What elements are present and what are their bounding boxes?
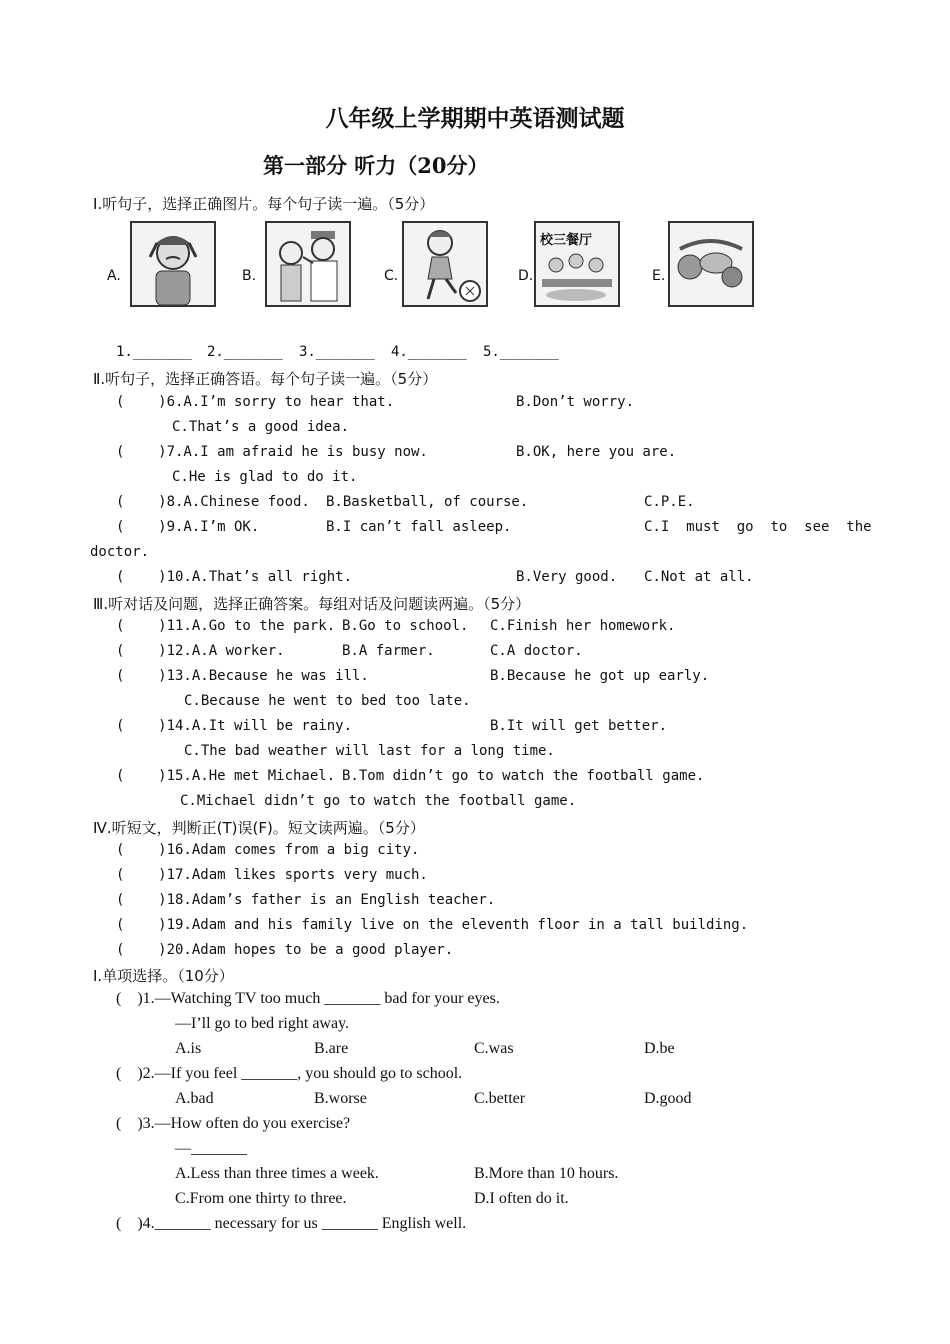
mc-question-2-option-a: A.bad (175, 1090, 214, 1107)
picture-d (534, 221, 620, 307)
question-17: ( )17.Adam likes sports very much. (116, 867, 428, 883)
mc-question-3-option-c: C.From one thirty to three. (175, 1190, 347, 1207)
question-19: ( )19.Adam and his family live on the eleventh floor in a tall building. (116, 917, 749, 933)
fruits-vegetables-icon (670, 223, 752, 305)
picture-d-label: D. (518, 268, 534, 284)
question-20: ( )20.Adam hopes to be a good player. (116, 942, 454, 958)
section-3-heading: Ⅲ.听对话及问题，选择正确答案。每组对话及问题读两遍。（5分） (93, 595, 531, 613)
question-13: ( )13.A.Because he was ill. (116, 668, 369, 684)
question-6: ( )6.A.I’m sorry to hear that. (116, 394, 395, 410)
question-13-option-c: C.Because he went to bed too late. (184, 693, 471, 709)
picture-a-label: A. (107, 268, 121, 284)
mc-question-2-option-d: D.good (644, 1090, 692, 1107)
question-7-option-b: B.OK, here you are. (516, 444, 677, 460)
question-8: ( )8.A.Chinese food. (116, 494, 310, 510)
question-12-option-c: C.A doctor. (490, 643, 583, 659)
question-9-option-b: B.I can’t fall asleep. (326, 519, 512, 535)
picture-c-label: C. (384, 268, 399, 284)
question-11-option-b: B.Go to school. (342, 618, 469, 634)
mc-question-3-reply: —_______ (175, 1140, 247, 1157)
answer-blank-2[interactable]: 2._______ (207, 344, 283, 360)
question-12: ( )12.A.A worker. (116, 643, 285, 659)
picture-e (668, 221, 754, 307)
question-11: ( )11.A.Go to the park. (116, 618, 336, 634)
picture-b-label: B. (242, 268, 257, 284)
mc-question-3: ( )3.—How often do you exercise? (116, 1115, 351, 1132)
question-8-option-c: C.P.E. (644, 494, 695, 510)
question-9: ( )9.A.I’m OK. (116, 519, 260, 535)
question-15-option-c: C.Michael didn’t go to watch the football game. (180, 793, 577, 809)
question-9-option-c: C.I must go to see the (644, 519, 872, 535)
question-11-option-c: C.Finish her homework. (490, 618, 676, 634)
question-7-option-c: C.He is glad to do it. (172, 469, 358, 485)
question-13-option-b: B.Because he got up early. (490, 668, 710, 684)
question-6-option-c: C.That’s a good idea. (172, 419, 350, 435)
question-6-option-b: B.Don’t worry. (516, 394, 635, 410)
question-7: ( )7.A.I am afraid he is busy now. (116, 444, 428, 460)
question-15: ( )15.A.He met Michael. (116, 768, 336, 784)
mc-question-1: ( )1.—Watching TV too much _______ bad for your eyes. (116, 990, 500, 1007)
section-5-heading: Ⅰ.单项选择。（10分） (93, 967, 234, 985)
picture-a (130, 221, 216, 307)
school-canteen-icon (536, 223, 618, 305)
mc-question-1-option-b: B.are (314, 1040, 349, 1057)
question-10: ( )10.A.That’s all right. (116, 569, 353, 585)
mc-question-1-reply: —I’ll go to bed right away. (175, 1015, 350, 1032)
canteen-sign: 校三餐厅 (540, 233, 593, 248)
section-2-heading: Ⅱ.听句子，选择正确答语。每个句子读一遍。（5分） (93, 370, 438, 388)
question-15-option-b: B.Tom didn’t go to watch the football game. (342, 768, 705, 784)
question-9-option-c-cont: doctor. (90, 544, 150, 560)
question-10-option-b: B.Very good. (516, 569, 618, 585)
answer-blank-1[interactable]: 1._______ (116, 344, 192, 360)
headache-person-icon (132, 223, 214, 305)
answer-blank-3[interactable]: 3._______ (299, 344, 375, 360)
doctor-patient-icon (267, 223, 349, 305)
question-10-option-c: C.Not at all. (644, 569, 754, 585)
picture-b (265, 221, 351, 307)
question-14-option-b: B.It will get better. (490, 718, 668, 734)
mc-question-1-option-a: A.is (175, 1040, 202, 1057)
question-8-option-b: B.Basketball, of course. (326, 494, 529, 510)
answer-blank-5[interactable]: 5._______ (483, 344, 559, 360)
mc-question-3-option-b: B.More than 10 hours. (474, 1165, 619, 1182)
page-title: 八年级上学期期中英语测试题 (325, 105, 625, 132)
section-4-heading: Ⅳ.听短文，判断正(T)误(F)。短文读两遍。（5分） (93, 819, 425, 837)
mc-question-4: ( )4._______ necessary for us _______ English well. (116, 1215, 467, 1232)
girl-soccer-icon (404, 223, 486, 305)
mc-question-3-option-a: A.Less than three times a week. (175, 1165, 379, 1182)
mc-question-1-option-d: D.be (644, 1040, 675, 1057)
question-14-option-c: C.The bad weather will last for a long time. (184, 743, 555, 759)
section-1-heading: Ⅰ.听句子，选择正确图片。每个句子读一遍。（5分） (93, 195, 435, 213)
picture-e-label: E. (652, 268, 666, 284)
part-heading: 第一部分 听力（20分） (263, 153, 489, 178)
question-18: ( )18.Adam’s father is an English teacher. (116, 892, 496, 908)
question-16: ( )16.Adam comes from a big city. (116, 842, 420, 858)
mc-question-2-option-b: B.worse (314, 1090, 367, 1107)
mc-question-1-option-c: C.was (474, 1040, 514, 1057)
question-12-option-b: B.A farmer. (342, 643, 435, 659)
answer-blank-4[interactable]: 4._______ (391, 344, 467, 360)
mc-question-2: ( )2.—If you feel _______, you should go to school. (116, 1065, 463, 1082)
mc-question-2-option-c: C.better (474, 1090, 526, 1107)
picture-c (402, 221, 488, 307)
question-14: ( )14.A.It will be rainy. (116, 718, 353, 734)
mc-question-3-option-d: D.I often do it. (474, 1190, 569, 1207)
